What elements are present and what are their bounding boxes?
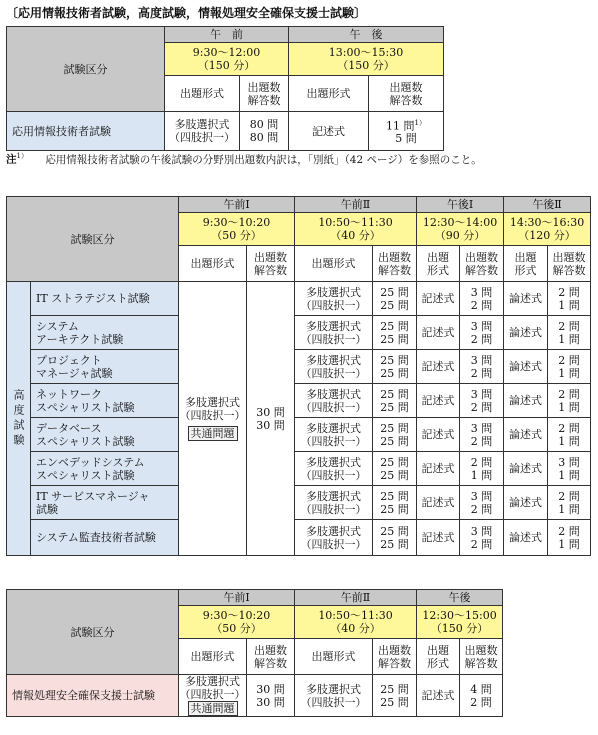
exam-name: IT ストラテジスト試験 (31, 282, 179, 316)
pm1-count: 3 問 2 問 (460, 316, 504, 350)
pm2-count: 2 問 1 問 (548, 520, 591, 556)
pm1-format: 記述式 (417, 350, 460, 384)
pm2-count: 2 問 1 問 (548, 316, 591, 350)
pm2-format: 論述式 (504, 486, 548, 520)
advanced-exam-table (6, 196, 591, 556)
am2-format: 多肢選択式 （四肢択一） (295, 452, 373, 486)
am2-count: 25 問 25 問 (373, 384, 417, 418)
pm1-count: 3 問 2 問 (460, 350, 504, 384)
am2-format: 多肢選択式 （四肢択一） (295, 418, 373, 452)
format-header: 出題形式 (179, 246, 247, 282)
period-label: 午前Ⅱ (295, 590, 417, 606)
period-label: 午前Ⅰ (179, 197, 295, 213)
period-time-cell (295, 606, 417, 639)
pm1-format: 記述式 (417, 316, 460, 350)
pm1-format: 記述式 (417, 418, 460, 452)
period-time-cell (295, 213, 417, 246)
am2-count: 25 問 25 問 (373, 282, 417, 316)
pm2-format: 論述式 (504, 316, 548, 350)
count-header: 出題数 解答数 (548, 246, 591, 282)
period-label: 午前Ⅱ (295, 197, 417, 213)
am1-format-cell (179, 282, 247, 556)
category-header: 試験区分 (7, 590, 179, 675)
table-row (7, 520, 591, 556)
pm-count-cell (369, 112, 444, 151)
pm-time-cell (289, 43, 444, 76)
page-title: 〔応用情報技術者試験，高度試験，情報処理安全確保支援士試験〕 (6, 6, 367, 20)
table-row (7, 452, 591, 486)
am2-count: 25 問 25 問 (373, 520, 417, 556)
period-duration: （90 分） (434, 229, 486, 242)
count-header: 出題数 解答数 (460, 246, 504, 282)
pm-duration: （150 分） (337, 59, 395, 72)
exam-name: エンベデッドシステム スペシャリスト試験 (31, 452, 179, 486)
pm2-count: 2 問 1 問 (548, 418, 591, 452)
exam-name: プロジェクト マネージャ試験 (31, 350, 179, 384)
pm2-format: 論述式 (504, 384, 548, 418)
period-duration: （40 分） (330, 229, 381, 242)
format-header: 出題形式 (295, 246, 373, 282)
exam-name: ネットワーク スペシャリスト試験 (31, 384, 179, 418)
pm1-format: 記述式 (417, 452, 460, 486)
am-label: 午 前 (165, 27, 289, 43)
exam-name: システム監査技術者試験 (31, 520, 179, 556)
period-duration: （50 分） (211, 229, 262, 242)
format-header: 出題形式 (295, 639, 373, 675)
table-row (7, 316, 591, 350)
pm2-count: 3 問 1 問 (548, 452, 591, 486)
pm2-format: 論述式 (504, 282, 548, 316)
am2-count: 25 問 25 問 (373, 675, 417, 717)
am1-count: 30 問 30 問 (247, 282, 295, 556)
pm1-format: 記述式 (417, 384, 460, 418)
format-header: 出題形式 (165, 76, 240, 112)
pm1-format: 記述式 (417, 282, 460, 316)
period-duration: （120 分） (518, 229, 576, 242)
security-specialist-table (6, 589, 503, 717)
format-header: 出題 形式 (417, 246, 460, 282)
pm2-count: 2 問 1 問 (548, 384, 591, 418)
period-time: 9:30〜10:20 (202, 216, 271, 229)
common-question-badge: 共通問題 (188, 701, 238, 716)
count-header: 出題数 解答数 (247, 246, 295, 282)
pm1-count: 3 問 2 問 (460, 486, 504, 520)
period-time: 14:30〜16:30 (509, 216, 585, 229)
am1-format-cell (179, 675, 247, 717)
am2-format: 多肢選択式 （四肢択一） (295, 520, 373, 556)
pm-format: 記述式 (289, 112, 369, 151)
pm1-count: 3 問 2 問 (460, 282, 504, 316)
pm2-count: 2 問 1 問 (548, 486, 591, 520)
am1-format: 多肢選択式 （四肢択一） (179, 675, 246, 701)
table-row (7, 486, 591, 520)
exam-name: データベース スペシャリスト試験 (31, 418, 179, 452)
pm2-count: 2 問 1 問 (548, 350, 591, 384)
am2-count: 25 問 25 問 (373, 418, 417, 452)
am1-format: 多肢選択式 （四肢択一） (179, 396, 246, 422)
pm2-format: 論述式 (504, 350, 548, 384)
exam-name: システム アーキテクト試験 (31, 316, 179, 350)
am2-count: 25 問 25 問 (373, 486, 417, 520)
pm1-format: 記述式 (417, 486, 460, 520)
period-label: 午後 (417, 590, 503, 606)
period-label: 午前Ⅰ (179, 590, 295, 606)
pm1-count: 3 問 2 問 (460, 520, 504, 556)
pm-count: 4 問 2 問 (460, 675, 503, 717)
period-time: 12:30〜14:00 (422, 216, 498, 229)
pm2-format: 論述式 (504, 452, 548, 486)
period-time: 10:50〜11:30 (318, 216, 393, 229)
pm-format: 記述式 (417, 675, 460, 717)
applied-it-exam-table (6, 26, 444, 151)
pm-count-note-mark: 1） (414, 118, 426, 127)
common-question-badge: 共通問題 (188, 426, 238, 441)
pm2-format: 論述式 (504, 418, 548, 452)
advanced-exam-rows (7, 282, 591, 556)
am2-format: 多肢選択式 （四肢択一） (295, 384, 373, 418)
pm1-count: 3 問 2 問 (460, 384, 504, 418)
pm-count-questions: 11 問 (386, 119, 415, 133)
category-header: 試験区分 (7, 27, 165, 112)
pm-time: 13:00〜15:30 (328, 46, 404, 59)
footnote-text: 応用情報技術者試験の午後試験の分野別出題数内訳は，「別紙」（42 ページ）を参照のこと。 (45, 153, 482, 166)
am-time-cell (165, 43, 289, 76)
period-time-cell (417, 606, 503, 639)
exam-name: 情報処理安全確保支援士試験 (7, 675, 179, 717)
count-header: 出題数 解答数 (369, 76, 444, 112)
am-time: 9:30〜12:00 (192, 46, 261, 59)
period-time-cell (179, 213, 295, 246)
pm2-count: 2 問 1 問 (548, 282, 591, 316)
am2-format: 多肢選択式 （四肢択一） (295, 350, 373, 384)
table-row (7, 282, 591, 316)
period-time-cell (504, 213, 591, 246)
group-label: 高度試験 (7, 282, 31, 556)
period-label: 午後Ⅰ (417, 197, 504, 213)
am2-count: 25 問 25 問 (373, 452, 417, 486)
category-header: 試験区分 (7, 197, 179, 282)
format-header: 出題 形式 (417, 639, 460, 675)
count-header: 出題数 解答数 (247, 639, 295, 675)
am2-format: 多肢選択式 （四肢択一） (295, 486, 373, 520)
period-time: 10:50〜11:30 (318, 609, 393, 622)
am1-count: 30 問 30 問 (247, 675, 295, 717)
am2-count: 25 問 25 問 (373, 316, 417, 350)
table-row (7, 350, 591, 384)
am2-format: 多肢選択式 （四肢択一） (295, 316, 373, 350)
pm1-format: 記述式 (417, 520, 460, 556)
footnote (6, 151, 482, 167)
am-count: 80 問 80 問 (240, 112, 289, 151)
format-header: 出題 形式 (504, 246, 548, 282)
period-duration: （50 分） (211, 622, 262, 635)
am2-format: 多肢選択式 （四肢択一） (295, 282, 373, 316)
am-format: 多肢選択式 （四肢択一） (165, 112, 240, 151)
am2-count: 25 問 25 問 (373, 350, 417, 384)
am2-format: 多肢選択式 （四肢択一） (295, 675, 373, 717)
period-time-cell (179, 606, 295, 639)
pm-count-answers: 5 問 (395, 132, 417, 146)
am-duration: （150 分） (197, 59, 256, 72)
period-time-cell (417, 213, 504, 246)
table-row (7, 384, 591, 418)
count-header: 出題数 解答数 (373, 639, 417, 675)
count-header: 出題数 解答数 (460, 639, 503, 675)
pm1-count: 3 問 2 問 (460, 418, 504, 452)
table-row (7, 418, 591, 452)
period-time: 12:30〜15:00 (422, 609, 497, 622)
pm2-format: 論述式 (504, 520, 548, 556)
count-header: 出題数 解答数 (240, 76, 289, 112)
period-time: 9:30〜10:20 (202, 609, 271, 622)
period-duration: （150 分） (430, 622, 489, 635)
exam-name: IT サービスマネージャ 試験 (31, 486, 179, 520)
period-duration: （40 分） (330, 622, 381, 635)
pm1-count: 2 問 1 問 (460, 452, 504, 486)
count-header: 出題数 解答数 (373, 246, 417, 282)
footnote-label: 注 (6, 153, 17, 166)
pm-label: 午 後 (289, 27, 444, 43)
format-header: 出題形式 (179, 639, 247, 675)
exam-name: 応用情報技術者試験 (7, 112, 165, 151)
format-header: 出題形式 (289, 76, 369, 112)
period-label: 午後Ⅱ (504, 197, 591, 213)
footnote-mark: 1） (16, 152, 28, 160)
